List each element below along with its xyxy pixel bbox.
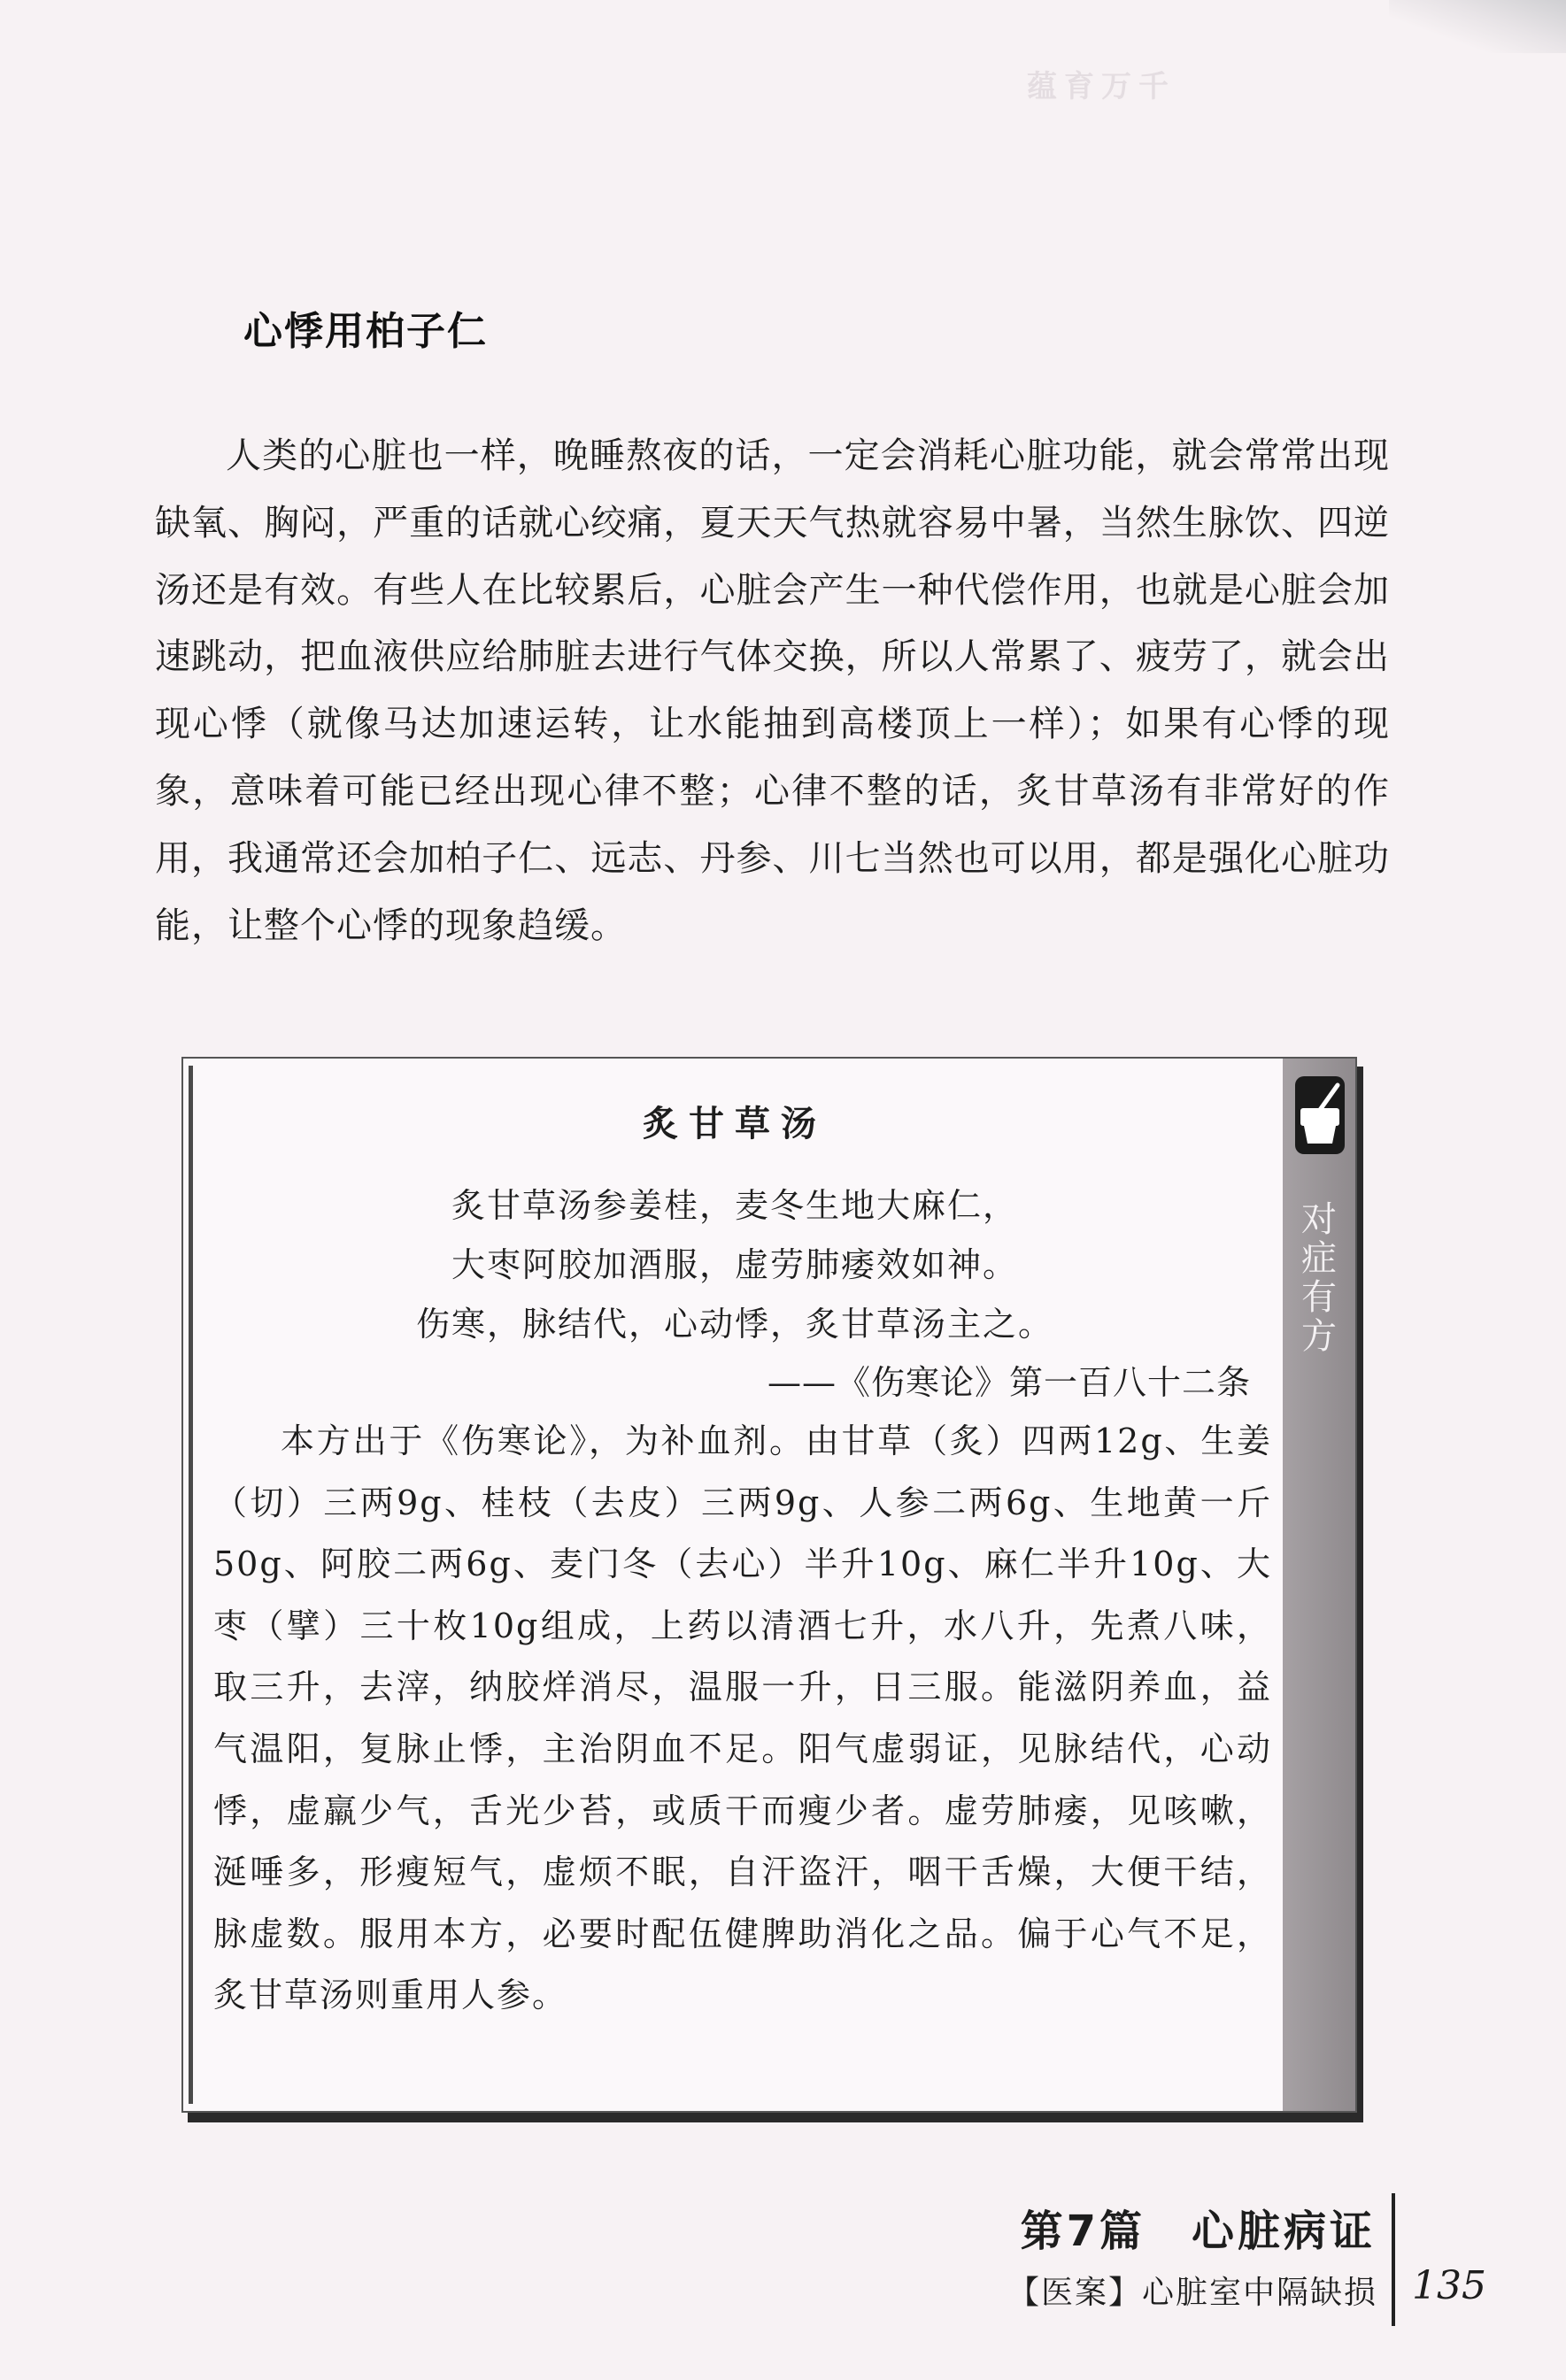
formula-verse-1: 炙甘草汤参姜桂，麦冬生地大麻仁， bbox=[451, 1186, 1018, 1225]
side-tab-char: 对 bbox=[1301, 1199, 1337, 1240]
side-tab-char: 方 bbox=[1301, 1316, 1337, 1357]
formula-box bbox=[181, 1057, 1357, 2113]
side-tab bbox=[1283, 1059, 1355, 2111]
body-paragraph: 人类的心脏也一样，晚睡熬夜的话，一定会消耗心脏功能，就会常常出现缺氧、胸闷，严重的话就心绞痛，夏天天气热就容易中暑，当然生脉饮、四逆汤还是有效。有些人在比较累后，心脏会产生一种代偿作用，也就是心脏会加速跳动，把血液供应给肺脏去进行气体交换，所以人常累了、疲劳了，就会出现心悸（就像马达加速运转，让水能抽到高楼顶上一样）；如果有心悸的现象，意味着可能已经出现心律不整；心律不整的话，炙甘草汤有非常好的作用，我通常还会加柏子仁、远志、丹参、川七当然也可以用，都是强化心脏功能，让整个心悸的现象趋缓。 bbox=[155, 435, 1390, 946]
formula-verse-3: 伤寒，脉结代，心动悸，炙甘草汤主之。 bbox=[415, 1305, 1053, 1344]
header-ghost-text: 蕴育万千 bbox=[1027, 69, 1176, 104]
formula-explanation: 本方出于《伤寒论》，为补血剂。由甘草（炙）四两12g、生姜（切）三两9g、桂枝（去皮）三两9g、人参二两6g、生地黄一斤50g、阿胶二两6g、麦门冬（去心）半升10g、麻仁半升10g、大枣（擘）三十枚10g组成，上药以清酒七升，水八升，先煮八味，取三升，去滓，纳胶烊消尽，温服一升，日三服。能滋阴养血，益气温阳，复脉止悸，主治阴血不足。阳气虚弱证，见脉结代，心动悸，虚羸少气，舌光少苔，或质干而瘦少者。虚劳肺痿，见咳嗽，涎唾多，形瘦短气，虚烦不眠，自汗盗汗，咽干舌燥，大便干结，脉虚数。服用本方，必要时配伍健脾助消化之品。偏于心气不足，炙甘草汤则重用人参。 bbox=[213, 1421, 1272, 2015]
footer-subtitle: 【医案】心脏室中隔缺损 bbox=[1007, 2275, 1377, 2311]
formula-verse-2: 大枣阿胶加酒服，虚劳肺痿效如神。 bbox=[451, 1245, 1018, 1284]
formula-source: ——《伤寒论》第一百八十二条 bbox=[767, 1363, 1251, 1402]
page-number: 135 bbox=[1412, 2263, 1486, 2308]
footer-divider bbox=[1392, 2193, 1395, 2326]
scan-corner-shadow bbox=[1389, 0, 1566, 53]
side-tab-label bbox=[1283, 1200, 1355, 1356]
footer-chapter-title: 第7篇 心脏病证 bbox=[1020, 2207, 1376, 2256]
section-title: 心悸用柏子仁 bbox=[243, 309, 488, 354]
side-tab-char: 症 bbox=[1301, 1238, 1337, 1279]
mortar-pestle-icon bbox=[1293, 1074, 1346, 1156]
side-tab-char: 有 bbox=[1301, 1277, 1337, 1318]
formula-title: 炙甘草汤 bbox=[643, 1104, 827, 1144]
